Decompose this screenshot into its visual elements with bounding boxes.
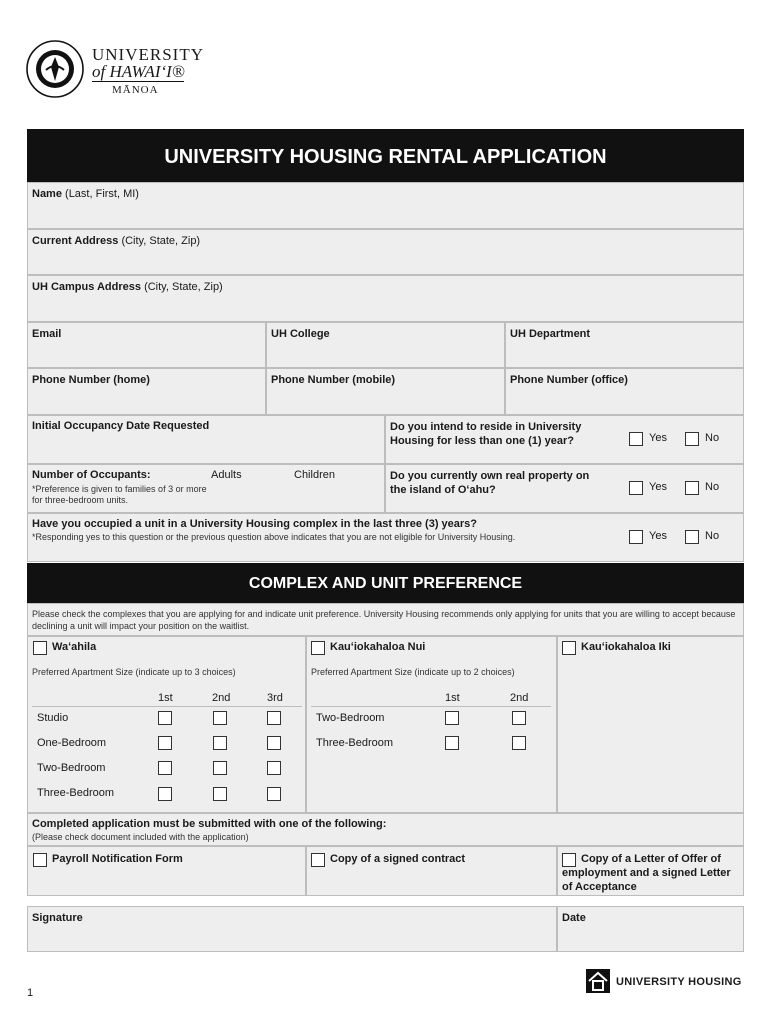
email-field[interactable] [27, 322, 266, 368]
phone-office-label: Phone Number (office) [510, 374, 628, 386]
house-icon [586, 969, 610, 993]
preference-intro-text: Please check the complexes that you are applying for and indicate unit preference. University Housing recommends only applying for units that you are willing to accept because declining a unit will impact your position on the waitlist. [32, 609, 736, 631]
waahila-col-1st: 1st [158, 692, 173, 704]
waahila-twobed-1st[interactable] [158, 761, 172, 775]
waahila-header-rule [32, 706, 302, 707]
occupied-note: *Responding yes to this question or the previous question above indicates that you are not eligible for University Housing. [32, 532, 516, 542]
pref-size-3-label: Preferred Apartment Size (indicate up to 3 choices) [32, 667, 236, 677]
property-yes-label: Yes [649, 481, 667, 493]
uh-department-label: UH Department [510, 328, 591, 340]
logo-line-hawaii: of HAWAIʻI® [92, 62, 185, 81]
waahila-threebed-1st[interactable] [158, 787, 172, 801]
current-address-label: Current Address (City, State, Zip) [32, 235, 201, 247]
waahila-studio-2nd[interactable] [213, 711, 227, 725]
logo-line-university: UNIVERSITY [92, 45, 204, 64]
property-no-label: No [705, 481, 720, 493]
doc-payroll-checkbox[interactable] [33, 853, 47, 867]
waahila-twobed-2nd[interactable] [213, 761, 227, 775]
name-label: Name (Last, First, MI) [32, 188, 139, 200]
property-question-text: Do you currently own real property on the island of Oʻahu? [390, 470, 590, 496]
logo-divider [92, 81, 184, 82]
iki-checkbox[interactable] [562, 641, 576, 655]
doc-offer-label-line3: of Acceptance [562, 881, 637, 893]
occupants-note: *Preference is given to families of 3 or more for three-bedroom units. [32, 484, 207, 505]
nui-row-label: Three-Bedroom [316, 737, 394, 749]
logo-line-manoa: MĀNOA [112, 84, 159, 96]
waahila-studio-3rd[interactable] [267, 711, 281, 725]
nui-col-1st: 1st [445, 692, 460, 704]
waahila-row-label: Three-Bedroom [37, 787, 115, 799]
reside-yes-checkbox[interactable] [629, 432, 643, 446]
nui-checkbox[interactable] [311, 641, 325, 655]
doc-payroll-label: Payroll Notification Form [52, 853, 183, 865]
campus-address-label: UH Campus Address (City, State, Zip) [32, 281, 223, 293]
waahila-twobed-3rd[interactable] [267, 761, 281, 775]
doc-contract-checkbox[interactable] [311, 853, 325, 867]
preference-section-title: COMPLEX AND UNIT PREFERENCE [27, 563, 744, 603]
waahila-row-label: Two-Bedroom [37, 762, 106, 774]
doc-offer-label-line1: Copy of a Letter of Offer of [581, 853, 721, 865]
occupants-label: Number of Occupants: [32, 469, 151, 481]
waahila-threebed-2nd[interactable] [213, 787, 227, 801]
waahila-onebed-3rd[interactable] [267, 736, 281, 750]
waahila-onebed-1st[interactable] [158, 736, 172, 750]
occupancy-date-label: Initial Occupancy Date Requested [32, 420, 210, 432]
nui-col-2nd: 2nd [510, 692, 529, 704]
iki-label: Kauʻiokahaloa Iki [581, 641, 671, 653]
property-no-checkbox[interactable] [685, 481, 699, 495]
phone-mobile-label: Phone Number (mobile) [271, 374, 396, 386]
email-label: Email [32, 328, 62, 340]
waahila-col-3rd: 3rd [267, 692, 283, 704]
pref-size-2-label: Preferred Apartment Size (indicate up to 2 choices) [311, 667, 515, 677]
reside-question-text: Do you intend to reside in University Housing for less than one (1) year? [390, 421, 582, 447]
submission-subtitle: (Please check document included with the application) [32, 832, 249, 842]
waahila-col-2nd: 2nd [212, 692, 231, 704]
children-label: Children [294, 469, 335, 481]
occupied-question-text: Have you occupied a unit in a University Housing complex in the last three (3) years? [32, 518, 478, 530]
footer-brand: UNIVERSITY HOUSING [616, 976, 742, 988]
uh-college-label: UH College [271, 328, 330, 340]
page-title: UNIVERSITY HOUSING RENTAL APPLICATION [27, 129, 744, 182]
waahila-onebed-2nd[interactable] [213, 736, 227, 750]
doc-offer-checkbox[interactable] [562, 853, 576, 867]
nui-header-rule [311, 706, 551, 707]
uh-seal-logo [26, 40, 84, 98]
reside-no-checkbox[interactable] [685, 432, 699, 446]
occupied-no-checkbox[interactable] [685, 530, 699, 544]
phone-home-label: Phone Number (home) [32, 374, 150, 386]
waahila-row-label: One-Bedroom [37, 737, 107, 749]
complex-iki-cell [557, 636, 744, 813]
waahila-checkbox[interactable] [33, 641, 47, 655]
nui-twobed-2nd[interactable] [512, 711, 526, 725]
signature-field[interactable] [27, 906, 557, 952]
page-number: 1 [27, 987, 34, 999]
nui-twobed-1st[interactable] [445, 711, 459, 725]
reside-yes-label: Yes [649, 432, 667, 444]
date-label: Date [562, 912, 586, 924]
reside-no-label: No [705, 432, 720, 444]
doc-contract-label: Copy of a signed contract [330, 853, 466, 865]
signature-label: Signature [32, 912, 83, 924]
nui-threebed-1st[interactable] [445, 736, 459, 750]
adults-label: Adults [211, 469, 242, 481]
property-yes-checkbox[interactable] [629, 481, 643, 495]
submission-title: Completed application must be submitted with one of the following: [32, 818, 387, 830]
nui-row-label: Two-Bedroom [316, 712, 385, 724]
waahila-studio-1st[interactable] [158, 711, 172, 725]
nui-label: Kauʻiokahaloa Nui [330, 641, 426, 653]
nui-threebed-2nd[interactable] [512, 736, 526, 750]
occupied-no-label: No [705, 530, 720, 542]
waahila-row-label: Studio [37, 712, 69, 724]
occupied-yes-label: Yes [649, 530, 667, 542]
occupied-yes-checkbox[interactable] [629, 530, 643, 544]
doc-offer-label-line2: employment and a signed Letter [562, 867, 731, 879]
waahila-threebed-3rd[interactable] [267, 787, 281, 801]
waahila-label: Waʻahila [52, 641, 97, 653]
